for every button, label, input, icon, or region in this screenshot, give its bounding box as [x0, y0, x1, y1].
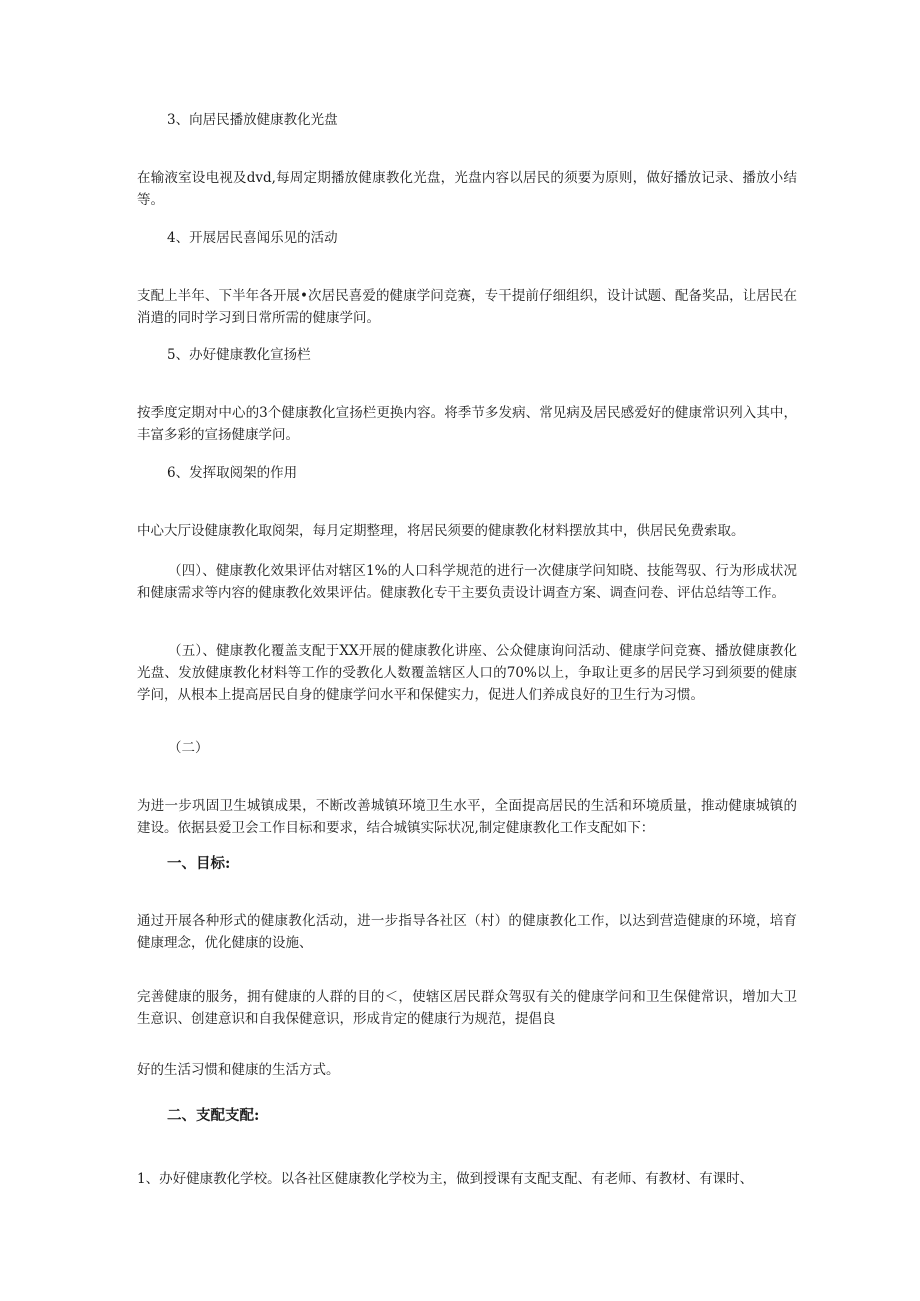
part-two-marker: （二）: [168, 740, 209, 756]
paragraph-5: 按季度定期对中心的3个健康教化宣扬栏更换内容。将季节多发病、常见病及居民感爱好的健康常识列入其中，丰富多彩的宣扬健康学问。: [137, 405, 797, 443]
goals-paragraph-3: 好的生活习惯和健康的生活方式。: [137, 1062, 340, 1078]
paragraph-6: 中心大厅设健康教化取阅架，每月定期整理，将居民须要的健康教化材料摆放其中，供居民免费索取。: [137, 523, 745, 539]
section-heading-6: 6、发挥取阅架的作用: [167, 465, 298, 481]
paragraph-section-4: （四）、健康教化效果评估对辖区1%的人口科学规范的进行一次健康学问知晓、技能驾驭、行为形成状况和健康需求等内容的健康教化效果评估。健康教化专干主要负责设计调查方案、调查问卷、评估总结等工作。: [137, 563, 797, 601]
section-heading-3: 3、向居民播放健康教化光盘: [167, 112, 338, 128]
paragraph-4: 支配上半年、下半年各开展•次居民喜爱的健康学问竞赛，专干提前仔细组织，设计试题、配备奖品，让居民在消遣的同时学习到日常所需的健康学问。: [137, 288, 797, 326]
intro-paragraph: 为进一步巩固卫生城镇成果，不断改善城镇环境卫生水平，全面提高居民的生活和环境质量，推动健康城镇的建设。依据县爱卫会工作目标和要求，结合城镇实际状况,制定健康教化工作支配如下：: [137, 798, 797, 836]
paragraph-3: 在输液室设电视及dvd,每周定期播放健康教化光盘，光盘内容以居民的须要为原则，做好播放记录、播放小结等。: [137, 170, 797, 208]
heading-arrangement: 二、支配支配:: [167, 1107, 260, 1124]
goals-paragraph-2: 完善健康的服务，拥有健康的人群的目的＜，使辖区居民群众驾驭有关的健康学问和卫生保健常识，增加大卫生意识、创建意识和自我保健意识，形成肯定的健康行为规范，提倡良: [137, 989, 797, 1027]
heading-goals: 一、目标:: [167, 855, 231, 872]
arrangement-item-1: 1、办好健康教化学校。以各社区健康教化学校为主，做到授课有支配支配、有老师、有教材、有课时、: [137, 1171, 754, 1187]
section-heading-4: 4、开展居民喜闻乐见的活动: [167, 230, 338, 246]
section-heading-5: 5、办好健康教化宣扬栏: [167, 347, 311, 363]
goals-paragraph-1: 通过开展各种形式的健康教化活动，进一步指导各社区（村）的健康教化工作，以达到营造健康的环境，培育健康理念，优化健康的设施、: [137, 913, 797, 951]
paragraph-section-5: （五）、健康教化覆盖支配于XX开展的健康教化讲座、公众健康询问活动、健康学问竞赛、播放健康教化光盘、发放健康教化材料等工作的受教化人数覆盖辖区人口的70%以上，争取让更多的居民学习到须要的健康学问，从根本上提高居民自身的健康学问水平和保健实力，促进人们养成良好的卫生行为习惯。: [137, 643, 797, 703]
